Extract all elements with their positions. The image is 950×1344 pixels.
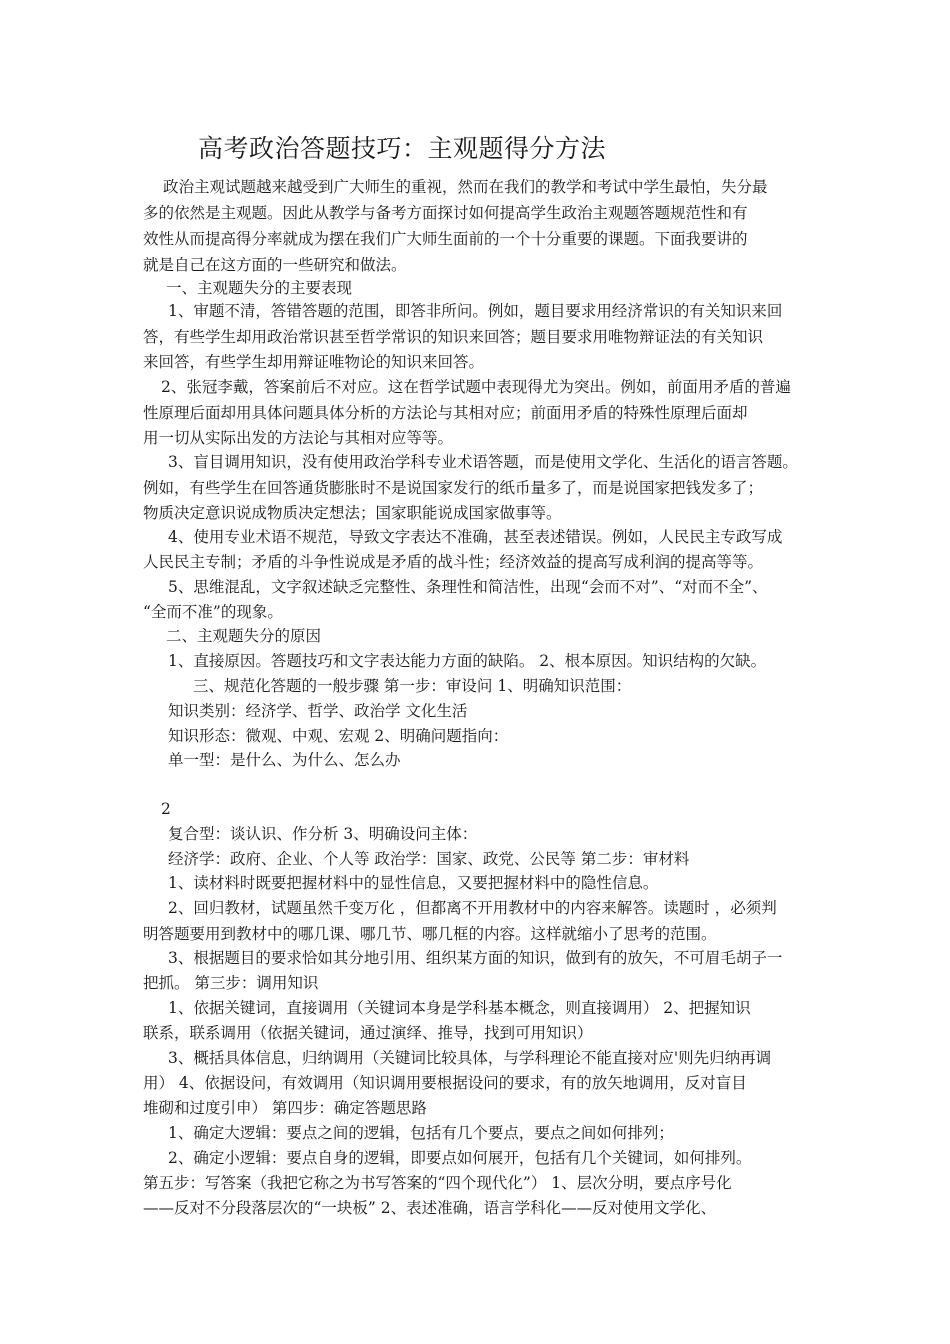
paragraph-line: 用一切从实际出发的方法论与其相对应等等。 xyxy=(143,429,454,447)
paragraph-line: 来回答，有些学生却用辩证唯物论的知识来回答。 xyxy=(143,353,485,371)
paragraph-line: 单一型：是什么、为什么、怎么办 xyxy=(168,751,401,769)
paragraph-line: 答，有些学生却用政治常识甚至哲学常识的知识来回答；题目要求用唯物辩证法的有关知识 xyxy=(143,328,764,346)
page-number: 2 xyxy=(161,800,171,818)
paragraph-line: 明答题要用到教材中的哪几课、哪几节、哪几框的内容。这样就缩小了思考的范围。 xyxy=(143,925,717,943)
document-title: 高考政治答题技巧：主观题得分方法 xyxy=(198,134,607,163)
paragraph-line: ——反对不分段落层次的“一块板” 2、表述准确，语言学科化——反对使用文学化、 xyxy=(143,1199,717,1217)
paragraph-line: 用） 4、依据设问，有效调用（知识调用要根据设问的要求，有的放矢地调用，反对盲目 xyxy=(143,1074,747,1092)
paragraph-line: 5、思维混乱，文字叙述缺乏完整性、条理性和简洁性，出现“会而不对”、“对而不全”、 xyxy=(168,578,768,596)
paragraph-line: 例如，有些学生在回答通货膨胀时不是说国家发行的纸币量多了，而是说国家把钱发多了； xyxy=(143,479,764,497)
paragraph-line: 3、盲目调用知识，没有使用政治学科专业术语答题，而是使用文学化、生活化的语言答题。 xyxy=(168,453,798,471)
paragraph-line: “全而不准”的现象。 xyxy=(143,603,283,621)
section-heading: 三、规范化答题的一般步骤 第一步：审设问 1、明确知识范围： xyxy=(193,677,632,695)
paragraph-line: 堆砌和过度引申） 第四步：确定答题思路 xyxy=(143,1099,427,1117)
paragraph-line: 经济学：政府、企业、个人等 政治学：国家、政党、公民等 第二步：审材料 xyxy=(168,850,690,868)
paragraph-line: 物质决定意识说成物质决定想法；国家职能说成国家做事等。 xyxy=(143,504,562,522)
paragraph-line: 知识形态：微观、中观、宏观 2、明确问题指向： xyxy=(168,727,509,745)
paragraph-line: 1、读材料时既要把握材料中的显性信息，又要把握材料中的隐性信息。 xyxy=(168,874,659,892)
paragraph-line: 就是自己在这方面的一些研究和做法。 xyxy=(143,256,407,274)
paragraph-line: 3、根据题目的要求恰如其分地引用、组织某方面的知识，做到有的放矢，不可眉毛胡子一 xyxy=(168,949,783,967)
paragraph-line: 效性从而提高得分率就成为摆在我们广大师生面前的一个十分重要的课题。下面我要讲的 xyxy=(143,230,748,248)
section-heading: 一、主观题失分的主要表现 xyxy=(166,279,353,297)
paragraph-line: 第五步：写答案（我把它称之为书写答案的“四个现代化”） 1、层次分明，要点序号化 xyxy=(143,1174,732,1192)
paragraph-line: 1、直接原因。答题技巧和文字表达能力方面的缺陷。 2、根本原因。知识结构的欠缺。 xyxy=(168,652,767,670)
paragraph-line: 知识类别：经济学、哲学、政治学 文化生活 xyxy=(168,702,468,720)
paragraph-line: 2、确定小逻辑：要点自身的逻辑，即要点如何展开，包括有几个关键词，如何排列。 xyxy=(168,1149,752,1167)
paragraph-line: 2、张冠李戴，答案前后不对应。这在哲学试题中表现得尤为突出。例如，前面用矛盾的普遍 xyxy=(161,378,791,396)
paragraph-line: 1、审题不清，答错答题的范围，即答非所问。例如，题目要求用经济常识的有关知识来回 xyxy=(168,302,783,320)
paragraph-line: 多的依然是主观题。因此从教学与备考方面探讨如何提高学生政治主观题答题规范性和有 xyxy=(143,204,748,222)
paragraph-line: 把抓。 第三步：调用知识 xyxy=(143,974,319,992)
paragraph-line: 2、回归教材，试题虽然千变万化 ，但都离不开用教材中的内容来解答。读题时 ，必须判 xyxy=(168,899,777,917)
paragraph-line: 人民民主专制；矛盾的斗争性说成是矛盾的战斗性；经济效益的提高写成利润的提高等等。 xyxy=(143,553,764,571)
paragraph-line: 性原理后面却用具体问题具体分析的方法论与其相对应；前面用矛盾的特殊性原理后面却 xyxy=(143,404,748,422)
paragraph-line: 政治主观试题越来越受到广大师生的重视，然而在我们的教学和考试中学生最怕，失分最 xyxy=(163,178,768,196)
paragraph-line: 1、依据关键词，直接调用（关键词本身是学科基本概念，则直接调用） 2、把握知识 xyxy=(168,999,751,1017)
paragraph-line: 复合型：谈认识、作分析 3、明确设问主体： xyxy=(168,825,478,843)
paragraph-line: 4、使用专业术语不规范，导致文字表达不准确，甚至表述错误。例如，人民民主专政写成 xyxy=(168,528,783,546)
paragraph-line: 3、概括具体信息，归纳调用（关键词比较具体，与学科理论不能直接对应'则先归纳再调 xyxy=(168,1049,772,1067)
section-heading: 二、主观题失分的原因 xyxy=(166,627,322,645)
paragraph-line: 1、确定大逻辑：要点之间的逻辑，包括有几个要点，要点之间如何排列； xyxy=(168,1124,674,1142)
paragraph-line: 联系，联系调用（依据关键词，通过演绎、推导，找到可用知识） xyxy=(143,1024,593,1042)
